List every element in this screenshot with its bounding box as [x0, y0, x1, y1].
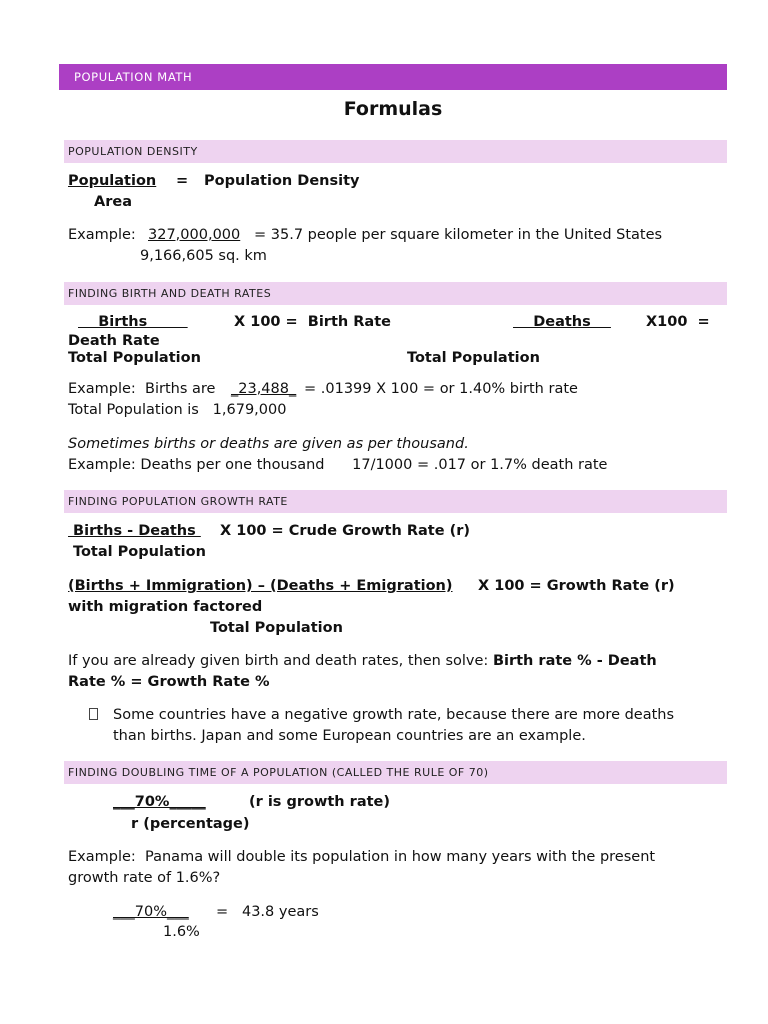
- rates-example-thousand: Example: Deaths per one thousand 17/1000 = .017 or 1.7% death rate: [68, 457, 608, 473]
- section-heading-rates: FINDING BIRTH AND DEATH RATES: [64, 282, 727, 305]
- migration-growth-denominator: Total Population: [210, 620, 343, 636]
- doubling-answer-numerator: ___70%___: [113, 904, 189, 920]
- given-rates-formula-1: Birth rate % - Death: [492, 653, 657, 669]
- migration-growth-line2: with migration factored: [68, 599, 263, 615]
- doubling-formula-numerator: ___70%_____: [113, 794, 206, 810]
- density-equals: =: [176, 173, 189, 189]
- density-example-denominator: 9,166,605 sq. km: [140, 248, 267, 264]
- doubling-answer-result: = 43.8 years: [216, 904, 319, 920]
- bullet-text-line1: Some countries have a negative growth rate, because there are more deaths: [113, 707, 675, 723]
- rates-example-prefix: Example: Births are: [68, 381, 216, 397]
- given-rates-formula-2: Rate % = Growth Rate %: [68, 674, 270, 690]
- doubling-example-line1: Example: Panama will double its population in how many years with the present: [68, 849, 656, 865]
- death-rate-label: Death Rate: [68, 333, 160, 349]
- crude-growth-formula: X 100 = Crude Growth Rate (r): [220, 523, 470, 539]
- death-rate-formula: X100 =: [646, 314, 710, 330]
- density-example-numerator: 327,000,000: [148, 227, 241, 243]
- bullet-text-line2: than births. Japan and some European countries are an example.: [113, 728, 586, 744]
- density-result: Population Density: [204, 173, 360, 189]
- death-rate-denominator: Total Population: [407, 350, 540, 366]
- given-rates-text: If you are already given birth and death rates, then solve:: [68, 653, 489, 669]
- section-heading-density: POPULATION DENSITY: [64, 140, 727, 163]
- migration-growth-formula: X 100 = Growth Rate (r): [478, 578, 675, 594]
- header-bar: POPULATION MATH: [59, 64, 727, 90]
- page-title: Formulas: [343, 98, 443, 120]
- birth-rate-formula: X 100 = Birth Rate: [234, 314, 391, 330]
- doubling-example-line2: growth rate of 1.6%?: [68, 870, 221, 886]
- crude-growth-denominator: Total Population: [73, 544, 206, 560]
- doubling-formula-note: (r is growth rate): [249, 794, 390, 810]
- rates-note: Sometimes births or deaths are given as per thousand.: [68, 436, 469, 452]
- rates-example-numerator: _23,488_: [231, 381, 297, 397]
- death-rate-numerator: Deaths: [513, 314, 611, 330]
- density-numerator: Population: [68, 173, 157, 189]
- density-example-prefix: Example:: [68, 227, 136, 243]
- crude-growth-numerator: Births - Deaths: [68, 523, 201, 539]
- doubling-formula-denominator: r (percentage): [131, 816, 250, 832]
- rates-example-line2: Total Population is 1,679,000: [68, 402, 287, 418]
- section-heading-growth: FINDING POPULATION GROWTH RATE: [64, 490, 727, 513]
- density-denominator: Area: [94, 194, 132, 210]
- migration-growth-numerator: (Births + Immigration) – (Deaths + Emigration): [68, 578, 453, 594]
- section-heading-doubling: FINDING DOUBLING TIME OF A POPULATION (CALLED THE RULE OF 70): [64, 761, 727, 784]
- bullet-icon: [89, 708, 98, 720]
- rates-example-result: = .01399 X 100 = or 1.40% birth rate: [304, 381, 578, 397]
- density-example-result: = 35.7 people per square kilometer in the United States: [254, 227, 663, 243]
- doubling-answer-denominator: 1.6%: [163, 924, 200, 940]
- birth-rate-numerator: Births: [78, 314, 188, 330]
- birth-rate-denominator: Total Population: [68, 350, 201, 366]
